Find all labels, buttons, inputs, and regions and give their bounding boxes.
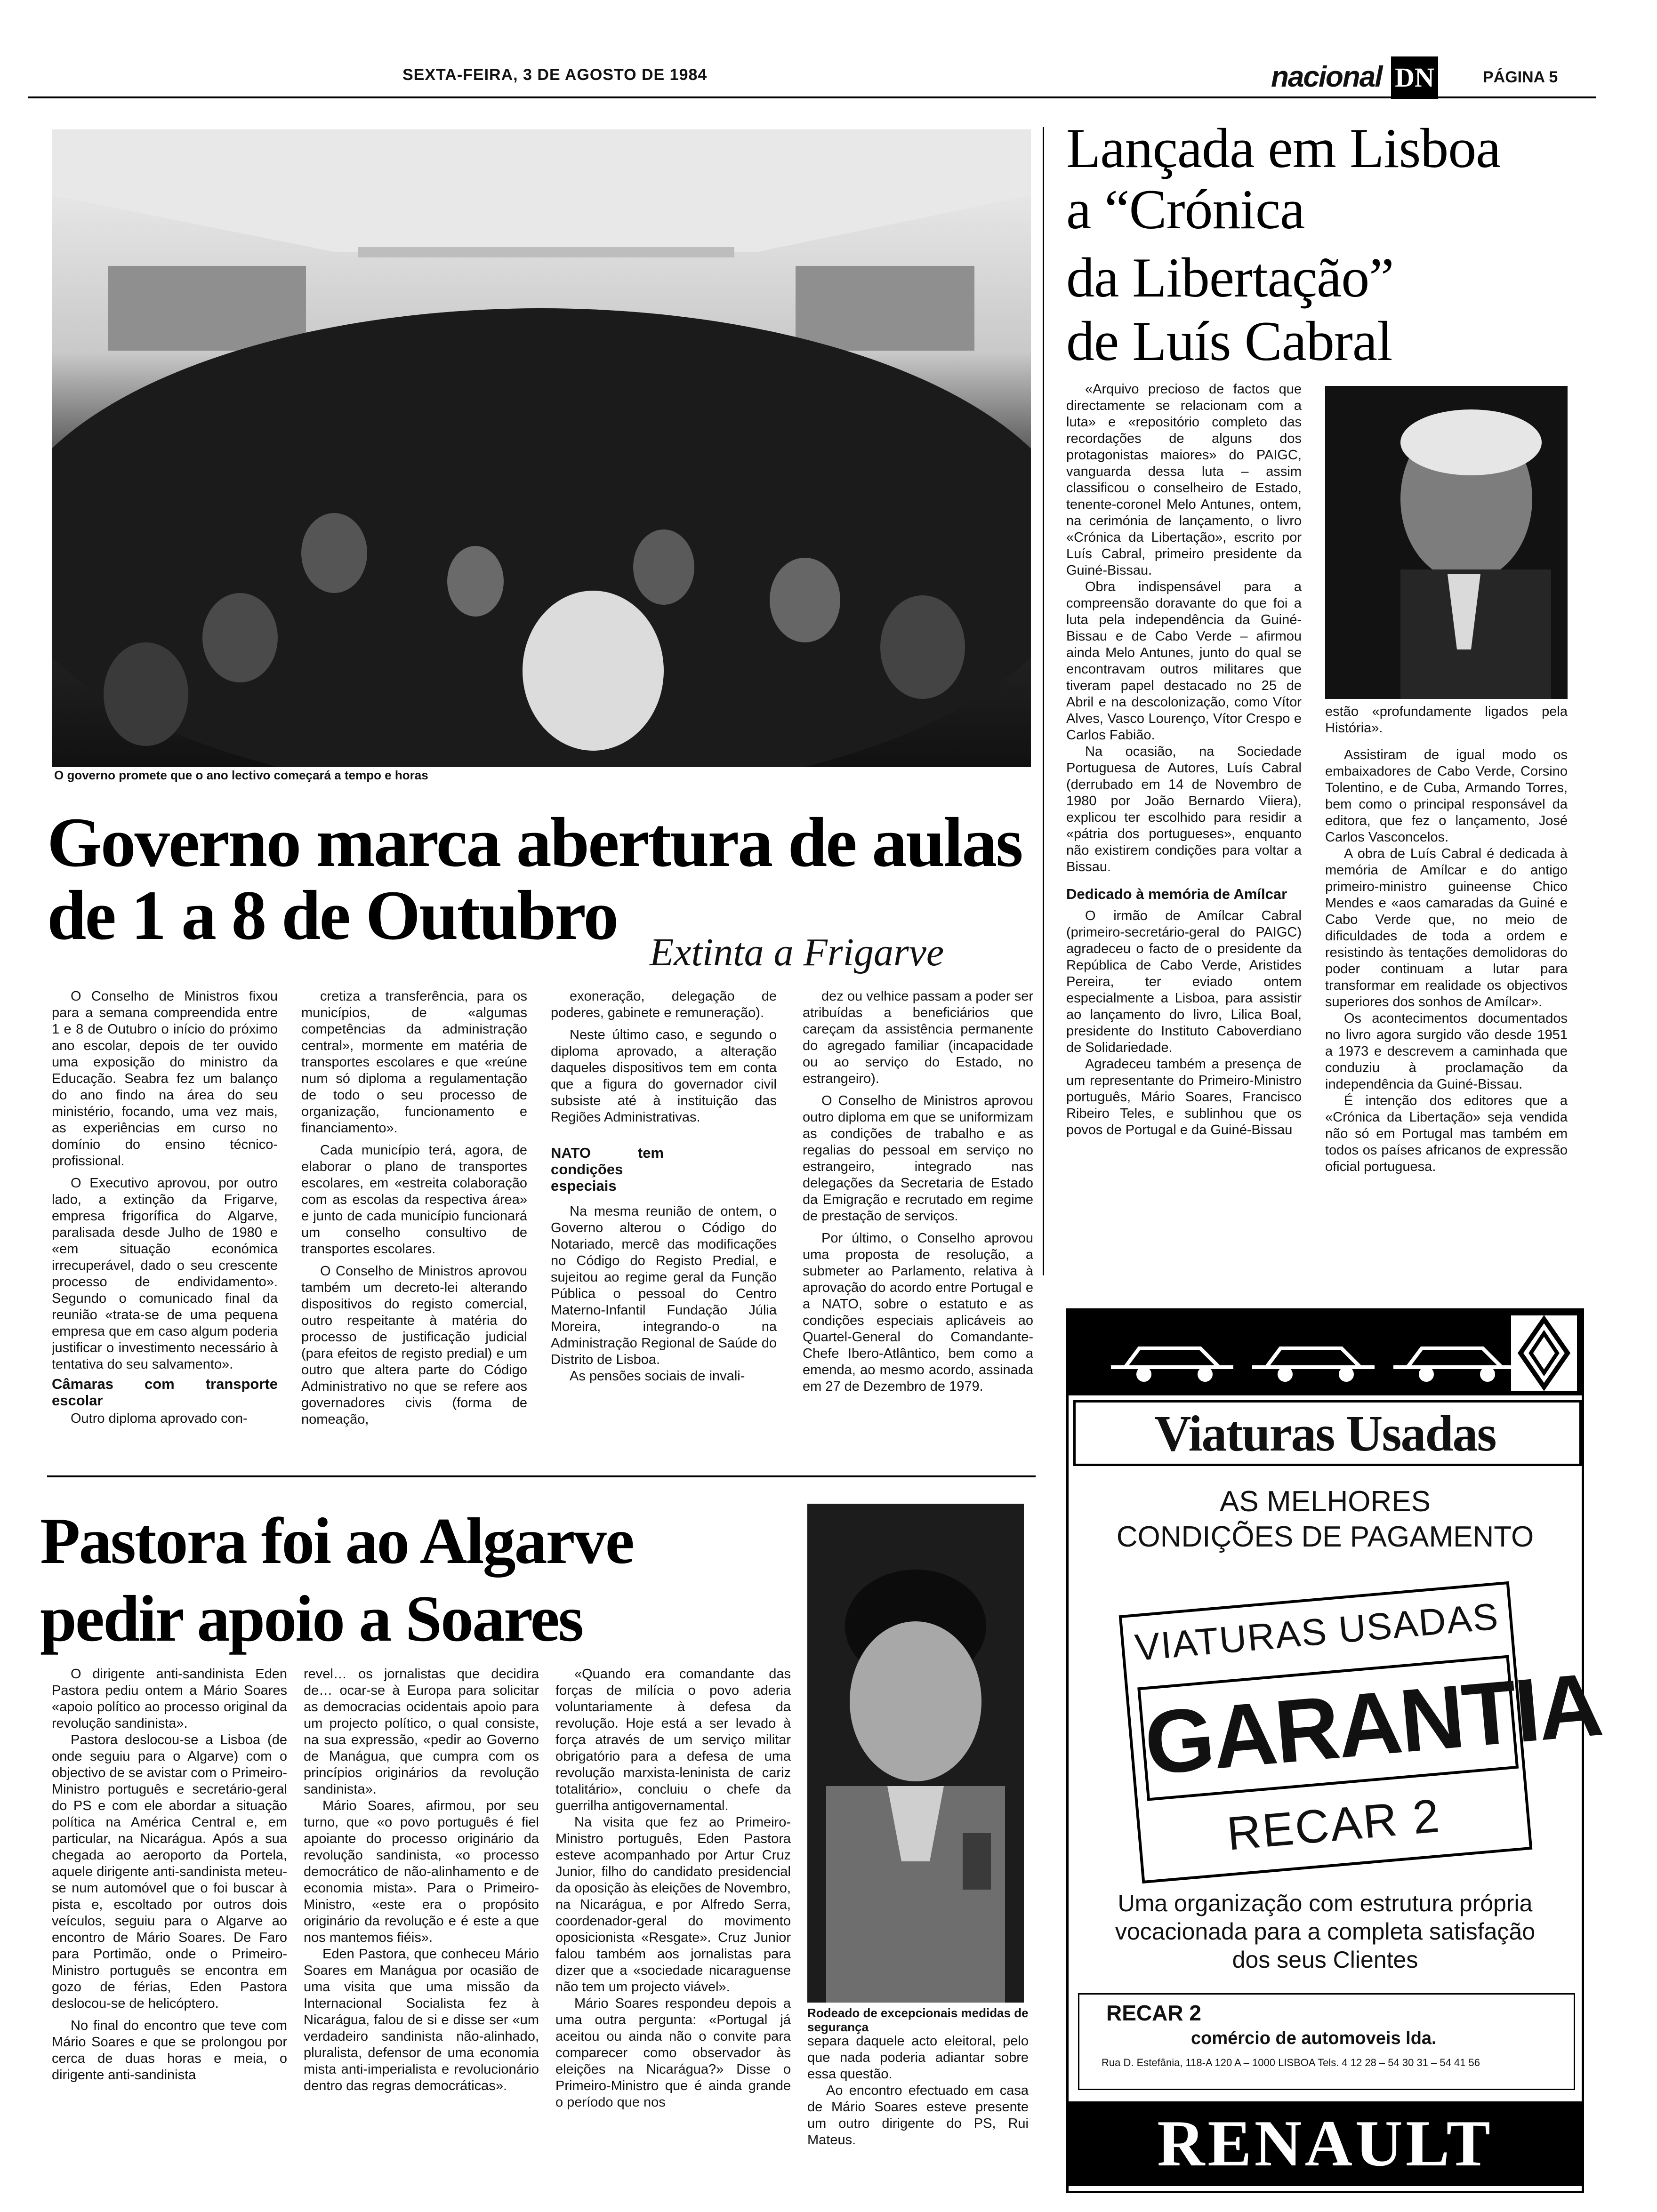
pastora-column-2 — [304, 1666, 539, 2193]
ad-body-2: vocacionada para a completa satisfação — [1115, 1918, 1536, 1945]
lead-photo — [52, 129, 1031, 767]
sign-main-text: GARANTIA — [1137, 1655, 1519, 1801]
cabral-photo — [1325, 386, 1568, 699]
cronica-headline-line3: da Libertação” — [1066, 246, 1394, 309]
garantia-sign — [1119, 1581, 1605, 1883]
page-date: SEXTA-FEIRA, 3 DE AGOSTO DE 1984 — [402, 66, 708, 84]
pastora-col1-para2: Pastora deslocou-se a Lisboa (de onde seguiu para o Algarve) com o objectivo de se avistar com o Primeiro-Ministro português e secretário-geral do PS e com ele abordar a situação política na América Central e, em particular, na Nicarágua. Após a sua chegada ao aeroporto da Portela, aquele dirigente anti-sandinista meteu-se num automóvel que o foi buscar à pista e, escoltado por outros dois veículos, seguiu para o Algarve ao encontro de Mário Soares. De Faro para Portimão, onde o Primeiro-Ministro português se encontra em gozo de férias, Eden Pastora deslocou-se de helicóptero. — [52, 1732, 287, 2011]
aulas-kicker: Extinta a Frigarve — [650, 930, 944, 974]
cronica-col1-para4: O irmão de Amílcar Cabral (primeiro-secretário-geral do PAIGC) agradeceu o facto de o presidente da República de Cabo Verde, Aristides Pereira, ter eviado ontem especialmente a Lisboa, para assistir ao lançamento do livro, Lilica Boal, presidente do Instituto Caboverdiano de Solidariedade. — [1066, 908, 1302, 1055]
aulas-col4-para1: dez ou velhice passam a poder ser atribuídas a beneficiários que careçam da assistência permanente do agregado familiar (incapacidade ou ao serviço do Estado, no estrangeiro). — [803, 989, 1033, 1086]
ad-brand: RENAULT — [1157, 2107, 1493, 2180]
ad-body-1: Uma organização com estrutura própria — [1118, 1890, 1533, 1916]
sign-bottom-text: RECAR 2 — [1224, 1789, 1443, 1860]
pastora-photo — [807, 1504, 1024, 2003]
header-rule — [28, 96, 1596, 98]
aulas-col2-para3: O Conselho de Ministros aprovou também um decreto-lei alterando dispositivos do registo comercial, outro respeitante à matéria do processo de justificação judicial (para efeitos de registo predial) e um outro que altera parte do Código Administrativo no que se refere aos governadores civis (forma de nomeação, — [301, 1264, 527, 1427]
pastora-col2-para1: revel… os jornalistas que decidira de… ocar-se à Europa para solicitar as democracias ocidentais apoio para um projecto político, o qual consiste, na sua expressão, «pedir ao Governo de Manágua, que cumpra com os princípios originários da revolução sandinista». — [304, 1667, 539, 1797]
aulas-col4-para3: Por último, o Conselho aprovou uma proposta de resolução, a submeter ao Parlamento, relativa à aprovação do acordo entre Portugal e a NATO, sobre o estatuto e as condições especiais aplicáveis ao Quartel-General do Comandante-Chefe Ibero-Atlântico, bem como a emenda, ao mesmo acordo, assinada em 27 de Dezembro de 1979. — [803, 1231, 1033, 1394]
pastora-col1-para1: O dirigente anti-sandinista Eden Pastora pediu ontem a Mário Soares «apoio político ao processo original da revolução sandinista». — [52, 1667, 287, 1731]
cronica-col2-para4: Os acontecimentos documentados no livro agora surgido vão desde 1951 a 1973 e descrevem a caminhada que conduziu à proclamação da independência da Guiné-Bissau. — [1325, 1011, 1568, 1092]
aulas-column-3 — [551, 988, 777, 1483]
lead-photo-caption: O governo promete que o ano lectivo começará a tempo e horas — [54, 768, 428, 782]
cronica-col1-para3: Na ocasião, na Sociedade Portuguesa de Autores, Luís Cabral (derrubado em 14 de Novembro de 1980 por João Bernardo Viiera), explicou ter escolhido para residir a «pátria dos portugueses», enquanto não existirem condições para voltar a Bissau. — [1066, 744, 1302, 874]
aulas-column-1 — [52, 988, 278, 1483]
aulas-col2-para2: Cada município terá, agora, de elaborar o plano de transportes escolares, em «estreita colaboração com as escolas da respectiva área» e junto de cada município funcionará um conselho consultivo de transportes escolares. — [301, 1143, 527, 1257]
pastora-column-4 — [807, 2033, 1029, 2198]
pastora-col2-para3: Eden Pastora, que conheceu Mário Soares em Manágua por ocasião de uma visita que uma missão da Internacional Socialista fez à Nicarágua, falou de si e disse ser «um verdadeiro sandinista não-alinhado, pluralista, defensor de uma economia mista anti-imperialista e revolucionário dentro das regras democráticas». — [304, 1947, 539, 2093]
aulas-col3-para2: Neste último caso, e segundo o diploma aprovado, a alteração daqueles dispositivos tem em conta que a figura do governador civil subsiste até à instituição das Regiões Administrativas. — [551, 1027, 777, 1125]
pastora-headline-line1: Pastora foi ao Algarve — [40, 1505, 633, 1578]
cronica-col2-para3: A obra de Luís Cabral é dedicada à memória de Amílcar e do antigo primeiro-ministro guineense Chico Mendes e «aos camaradas da Guiné e Cabo Verde que, no meio de dificuldades de toda a ordem e resistindo às tentações demolidoras do poder continuam a lutar para transformar em realidade os objectivos superiores dos sonhos de Amílcar». — [1325, 846, 1568, 1010]
pastora-col1-para3: No final do encontro que teve com Mário Soares e que se prolongou por cerca de duas horas e meia, o dirigente anti-sandinista — [52, 2018, 287, 2083]
cronica-col2-para2: Assistiram de igual modo os embaixadores de Cabo Verde, Corsino Tolentino, e de Cuba, Armando Torres, bem como o principal responsável da editora, que fez o lançamento, José Carlos Vasconcelos. — [1325, 747, 1568, 845]
ad-body-3: dos seus Clientes — [1232, 1947, 1418, 1973]
aulas-col3-para3: Na mesma reunião de ontem, o Governo alterou o Código do Notariado, mercê das modificações no Código do Registo Predial, e sujeitou ao regime geral da Função Pública o pessoal do Centro Materno-Infantil Fundação Júlia Moreira, integrando-o na Administração Regional de Saúde do Distrito de Lisboa. — [551, 1204, 777, 1367]
lead-photo-image — [52, 129, 1031, 767]
aulas-col2-para1: cretiza a transferência, para os municípios, de «algumas competências da administração central», mormente em matéria de transportes escolares e que «reúne num só diploma a regulamentação de todo o seu processo de organização, funcionamento e financiamento». — [301, 989, 527, 1136]
aulas-col1-para1: O Conselho de Ministros fixou para a semana compreendida entre 1 e 8 de Outubro o início do próximo ano escolar, depois de ter ouvido uma exposição do ministro da Educação. Seabra fez um balanço do ano findo na área do seu ministério, focando, uma vez mais, as experiências em curso no domínio do ensino técnico-profissional. — [52, 989, 278, 1169]
car-icons — [1069, 1311, 1582, 1395]
aulas-column-2 — [301, 988, 527, 1483]
cronica-column-2 — [1325, 704, 1568, 1285]
ad-subtitle-2: CONDIÇÕES DE PAGAMENTO — [1116, 1521, 1534, 1553]
pastora-col3-para1: «Quando era comandante das forças de milícia o povo aderia voluntariamente à defesa da revolução. Hoje está a ser levado à força através de um serviço militar obrigatório para a defesa de uma revolução marxista-leninista de cariz totalitário», concluiu o chefe da guerrilha antigovernamental. — [555, 1667, 791, 1813]
pastora-column-3 — [555, 1666, 791, 2193]
cronica-subhead-dedicado: Dedicado à memória de Amílcar — [1066, 886, 1287, 902]
renault-ad — [1066, 1308, 1605, 2193]
ad-company-name: RECAR 2 — [1106, 2001, 1201, 2025]
aulas-headline-line1: Governo marca abertura de aulas — [47, 803, 1022, 882]
renault-diamond-icon — [1511, 1315, 1577, 1391]
cabral-photo-image — [1325, 386, 1568, 699]
pastora-col4-para1: separa daquele acto eleitoral, pelo que nada poderia adiantar sobre essa questão. — [807, 2034, 1029, 2082]
pastora-col2-para2: Mário Soares, afirmou, por seu turno, que «o povo português é fiel apoiante do processo originário da revolução sandinista, «o processo democrático de não-alinhamento e de economia mista». Para o Primeiro-Ministro, «este era o propósito originário da revolução e é este a que nos mantemos fiéis». — [304, 1798, 539, 1945]
section-logo — [1271, 56, 1434, 99]
column-divider — [1043, 127, 1044, 1275]
cronica-headline-line1: Lançada em Lisboa — [1066, 117, 1501, 179]
ad-company-sub: comércio de automoveis lda. — [1191, 2028, 1437, 2048]
aulas-col1-para2: O Executivo aprovou, por outro lado, a extinção da Frigarve, empresa frigorífica do Algarve, paralisada desde Julho de 1980 e «em situação económica irrecuperável, dado o seu crescente processo de endividamento». Segundo o comunicado final da reunião «trata-se de uma pequena empresa que em caso algum poderia justificar o investimento necessário à tentativa do seu salvamento». — [52, 1176, 278, 1372]
cronica-headline-line2: a “Crónica — [1066, 178, 1305, 240]
sign-top-text: VIATURAS USADAS — [1133, 1595, 1501, 1669]
cronica-col1-para2: Obra indispensável para a compreensão doravante do que foi a luta pela independência da Guiné-Bissau e de Cabo Verde – afirmou ainda Melo Antunes, junto do qual se encontravam outros militares que tiveram papel destacado no 25 de Abril e na descolonização, como Vítor Alves, Vasco Lourenço, Vítor Crespo e Carlos Fabião. — [1066, 579, 1302, 743]
dn-logo-icon: DN — [1391, 56, 1438, 99]
pastora-col3-para2: Na visita que fez ao Primeiro-Ministro português, Eden Pastora esteve acompanhado por Artur Cruz Junior, filho do candidato presidencial da oposição às eleições de Novembro, na Nicarágua, e por Alfredo Serra, coordenador-geral do movimento oposicionista «Resgate». Cruz Junior falou também aos jornalistas para dizer que a «sociedade nicaraguense não tem um projecto viável». — [555, 1815, 791, 1995]
aulas-col4-para2: O Conselho de Ministros aprovou outro diploma em que se uniformizam as condições de trabalho e as regalias do pessoal em serviço no estrangeiro, integrado nas delegações da Secretaria de Estado da Emigração e recrutado em regime de prestação de serviços. — [803, 1093, 1033, 1224]
aulas-col3-para1: exoneração, delegação de poderes, gabinete e remuneração). — [551, 989, 777, 1020]
aulas-subhead-camaras: Câmaras com transporte escolar — [52, 1376, 278, 1409]
aulas-bottom-rule — [47, 1475, 1036, 1477]
page-number: PÁGINA 5 — [1483, 68, 1558, 86]
aulas-col3-para4: As pensões sociais de invali- — [570, 1369, 745, 1384]
section-label: nacional — [1271, 61, 1382, 93]
ad-address: Rua D. Estefânia, 118-A 120 A – 1000 LISBOA Tels. 4 12 28 – 54 30 31 – 54 41 56 — [1102, 2057, 1480, 2068]
cronica-col2-para5: É intenção dos editores que a «Crónica da Libertação» seja vendida não só em Portugal mas também em todos os países africanos de expressão oficial portuguesa. — [1325, 1093, 1568, 1174]
cronica-column-1 — [1066, 381, 1302, 1285]
aulas-column-4 — [803, 988, 1033, 1483]
cronica-col1-para1: «Arquivo precioso de factos que directamente se relacionam com a luta» e «repositório completo das recordações de alguns dos protagonistas maiores» do PAIGC, vanguarda dessa luta – assim classificou o conselheiro de Estado, tenente-coronel Melo Antunes, ontem, na cerimónia de lançamento, o livro «Crónica da Libertação», escrito por Luís Cabral, primeiro presidente da Guiné-Bissau. — [1066, 382, 1302, 578]
cronica-col2-para1: estão «profundamente ligados pela História». — [1325, 704, 1568, 736]
ad-car-banner — [1069, 1311, 1582, 1395]
pastora-photo-caption: Rodeado de excepcionais medidas de segurança — [807, 2006, 1029, 2034]
pastora-col3-para3: Mário Soares respondeu depois a uma outra pergunta: «Portugal já aceitou ou ainda não o convite para comparecer como observador às eleições na Nicarágua?» Disse o Primeiro-Ministro que é ainda grande o período que nos — [555, 1996, 791, 2110]
pastora-col4-para2: Ao encontro efectuado em casa de Mário Soares esteve presente um outro dirigente do PS, Rui Mateus. — [807, 2083, 1029, 2148]
cronica-col1-para5: Agradeceu também a presença de um representante do Primeiro-Ministro português, Mário Soares, Francisco Ribeiro Teles, e sublinhou que os povos de Portugal e da Guiné-Bissau — [1066, 1057, 1302, 1138]
ad-subtitle-1: AS MELHORES — [1220, 1485, 1431, 1518]
cronica-headline-line4: de Luís Cabral — [1066, 310, 1392, 372]
pastora-photo-image — [807, 1504, 1024, 2003]
pastora-column-1 — [52, 1666, 287, 2193]
aulas-headline-line2: de 1 a 8 de Outubro — [47, 876, 618, 954]
aulas-col1-para3: Outro diploma aprovado con- — [71, 1411, 248, 1426]
ad-title: Viaturas Usadas — [1154, 1406, 1496, 1462]
pastora-headline-line2: pedir apoio a Soares — [40, 1582, 583, 1655]
aulas-subhead-nato: NATO tem condições especiais — [551, 1145, 664, 1194]
